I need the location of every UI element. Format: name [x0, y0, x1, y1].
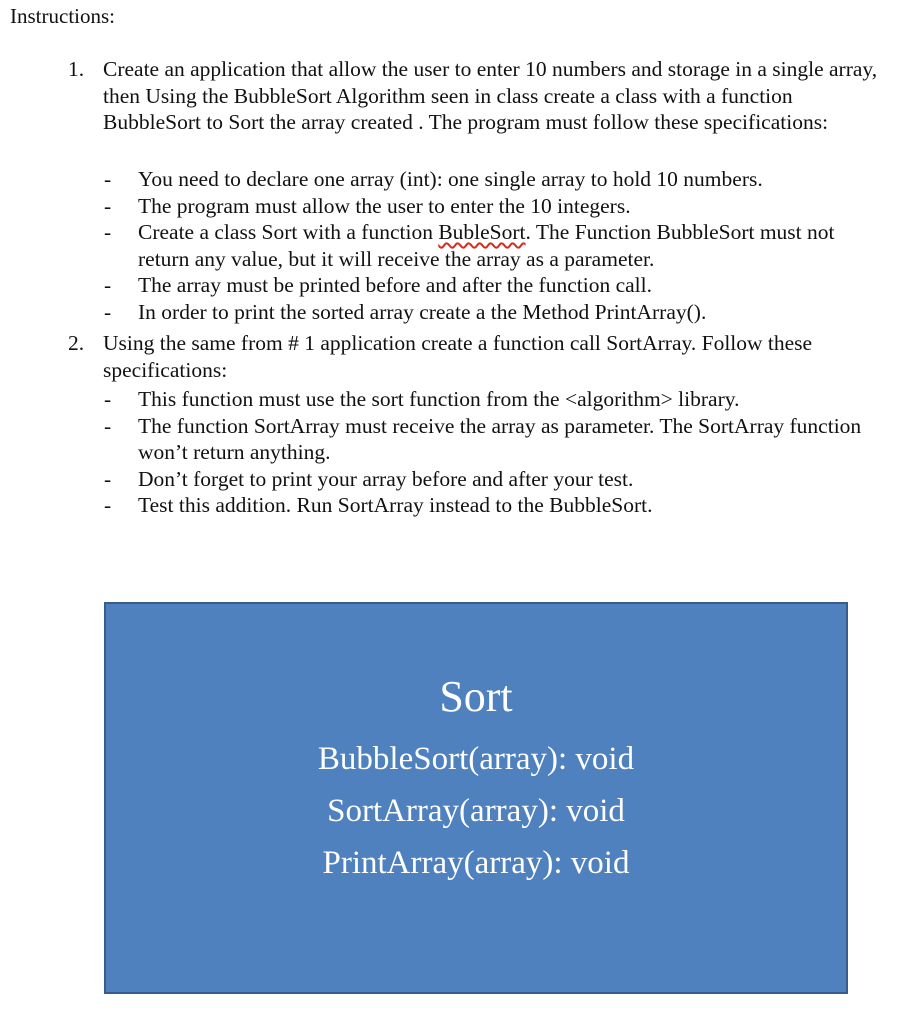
bullet-dash: - [104, 193, 112, 218]
bullet-text-post: . The Function BubbleSort must not return any value, but it will receive the array as a parameter. [138, 220, 835, 271]
item-2-bullets [0, 386, 922, 519]
bullet-dash: - [104, 273, 112, 297]
item-number: 2. [68, 331, 85, 355]
bullet-text: The program must allow the user to enter the 10 integers. [138, 193, 631, 218]
bullet-dash: - [104, 387, 112, 411]
bullet-text: You need to declare one array (int): one single array to hold 10 numbers. [138, 167, 763, 191]
item-text: Create an application that allow the user to enter 10 numbers and storage in a single array, then Using the BubbleSort Algorithm seen in class create a class with a function BubbleSort to Sort the array created . The program must follow these specifications: [103, 57, 878, 134]
bullet-dash: - [104, 493, 112, 517]
bullet-text-pre: Create a class Sort with a function [138, 220, 439, 244]
misspelled-word[interactable]: BubleSort [438, 220, 526, 244]
uml-class-box [104, 602, 848, 994]
instructions-heading: Instructions: [10, 4, 115, 28]
bullet-text: The array must be printed before and after the function call. [138, 273, 652, 297]
bullet-text: Test this addition. Run SortArray instead to the BubbleSort. [138, 493, 653, 517]
uml-method: BubbleSort(array): void [317, 741, 635, 777]
bullet-item [0, 386, 868, 413]
uml-class-name: Sort [439, 672, 513, 721]
bullet-text: The function SortArray must receive the array as parameter. The SortArray function won’t return anything. [138, 413, 862, 464]
bullet-item [0, 492, 868, 519]
bullet-text: This function must use the sort function from the <algorithm> library. [138, 387, 740, 411]
bullet-item [0, 299, 868, 326]
bullet-item [0, 413, 868, 466]
bullet-dash: - [104, 299, 112, 324]
bullet-dash: - [104, 220, 112, 244]
bullet-dash: - [104, 413, 112, 438]
bullet-item [0, 466, 868, 493]
uml-method: PrintArray(array): void [322, 845, 630, 881]
bullet-item [0, 166, 868, 193]
item-1-bullets [0, 166, 922, 325]
uml-method: SortArray(array): void [327, 793, 625, 829]
bullet-item [0, 193, 868, 220]
item-text: Using the same from # 1 application create a function call SortArray. Follow these specifications: [103, 331, 813, 382]
bullet-dash: - [104, 466, 112, 491]
bullet-item [0, 219, 868, 272]
bullet-item [0, 272, 868, 299]
bullet-dash: - [104, 167, 112, 191]
item-number: 1. [68, 57, 85, 81]
bullet-text: Don’t forget to print your array before and after your test. [138, 466, 634, 491]
bullet-text: In order to print the sorted array create a the Method PrintArray(). [138, 299, 707, 324]
